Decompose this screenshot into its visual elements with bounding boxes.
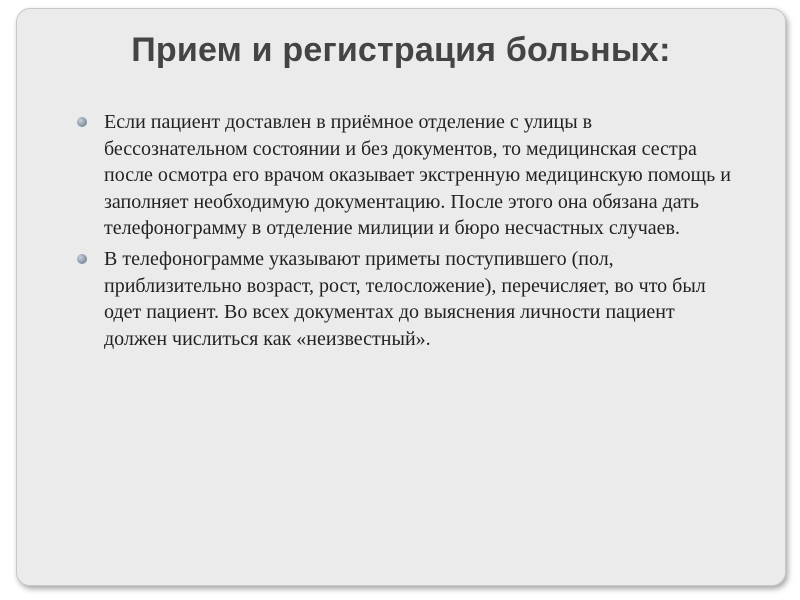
- bullet-item: [77, 109, 737, 242]
- bullet-list: [77, 109, 737, 356]
- slide: [16, 8, 786, 586]
- bullet-item: [77, 246, 737, 352]
- bullet-dot-icon: [77, 254, 87, 264]
- slide-title: Прием и регистрация больных:: [131, 31, 671, 69]
- bullet-text: Если пациент доставлен в приёмное отделение с улицы в бессознательном состоянии и без документов, то медицинская сестра после осмотра его врачом оказывает экстренную медицинскую помощь и заполняет необходимую документацию. После этого она обязана дать телефонограмму в отделение милиции и бюро несчастных случаев.: [104, 111, 731, 240]
- bullet-text: В телефонограмме указывают приметы поступившего (пол, приблизительно возраст, рост, телосложение), перечисляет, во что был одет пациент. Во всех документах до выяснения личности пациент должен числиться как «неизвестный».: [104, 247, 706, 350]
- bullet-dot-icon: [77, 117, 87, 127]
